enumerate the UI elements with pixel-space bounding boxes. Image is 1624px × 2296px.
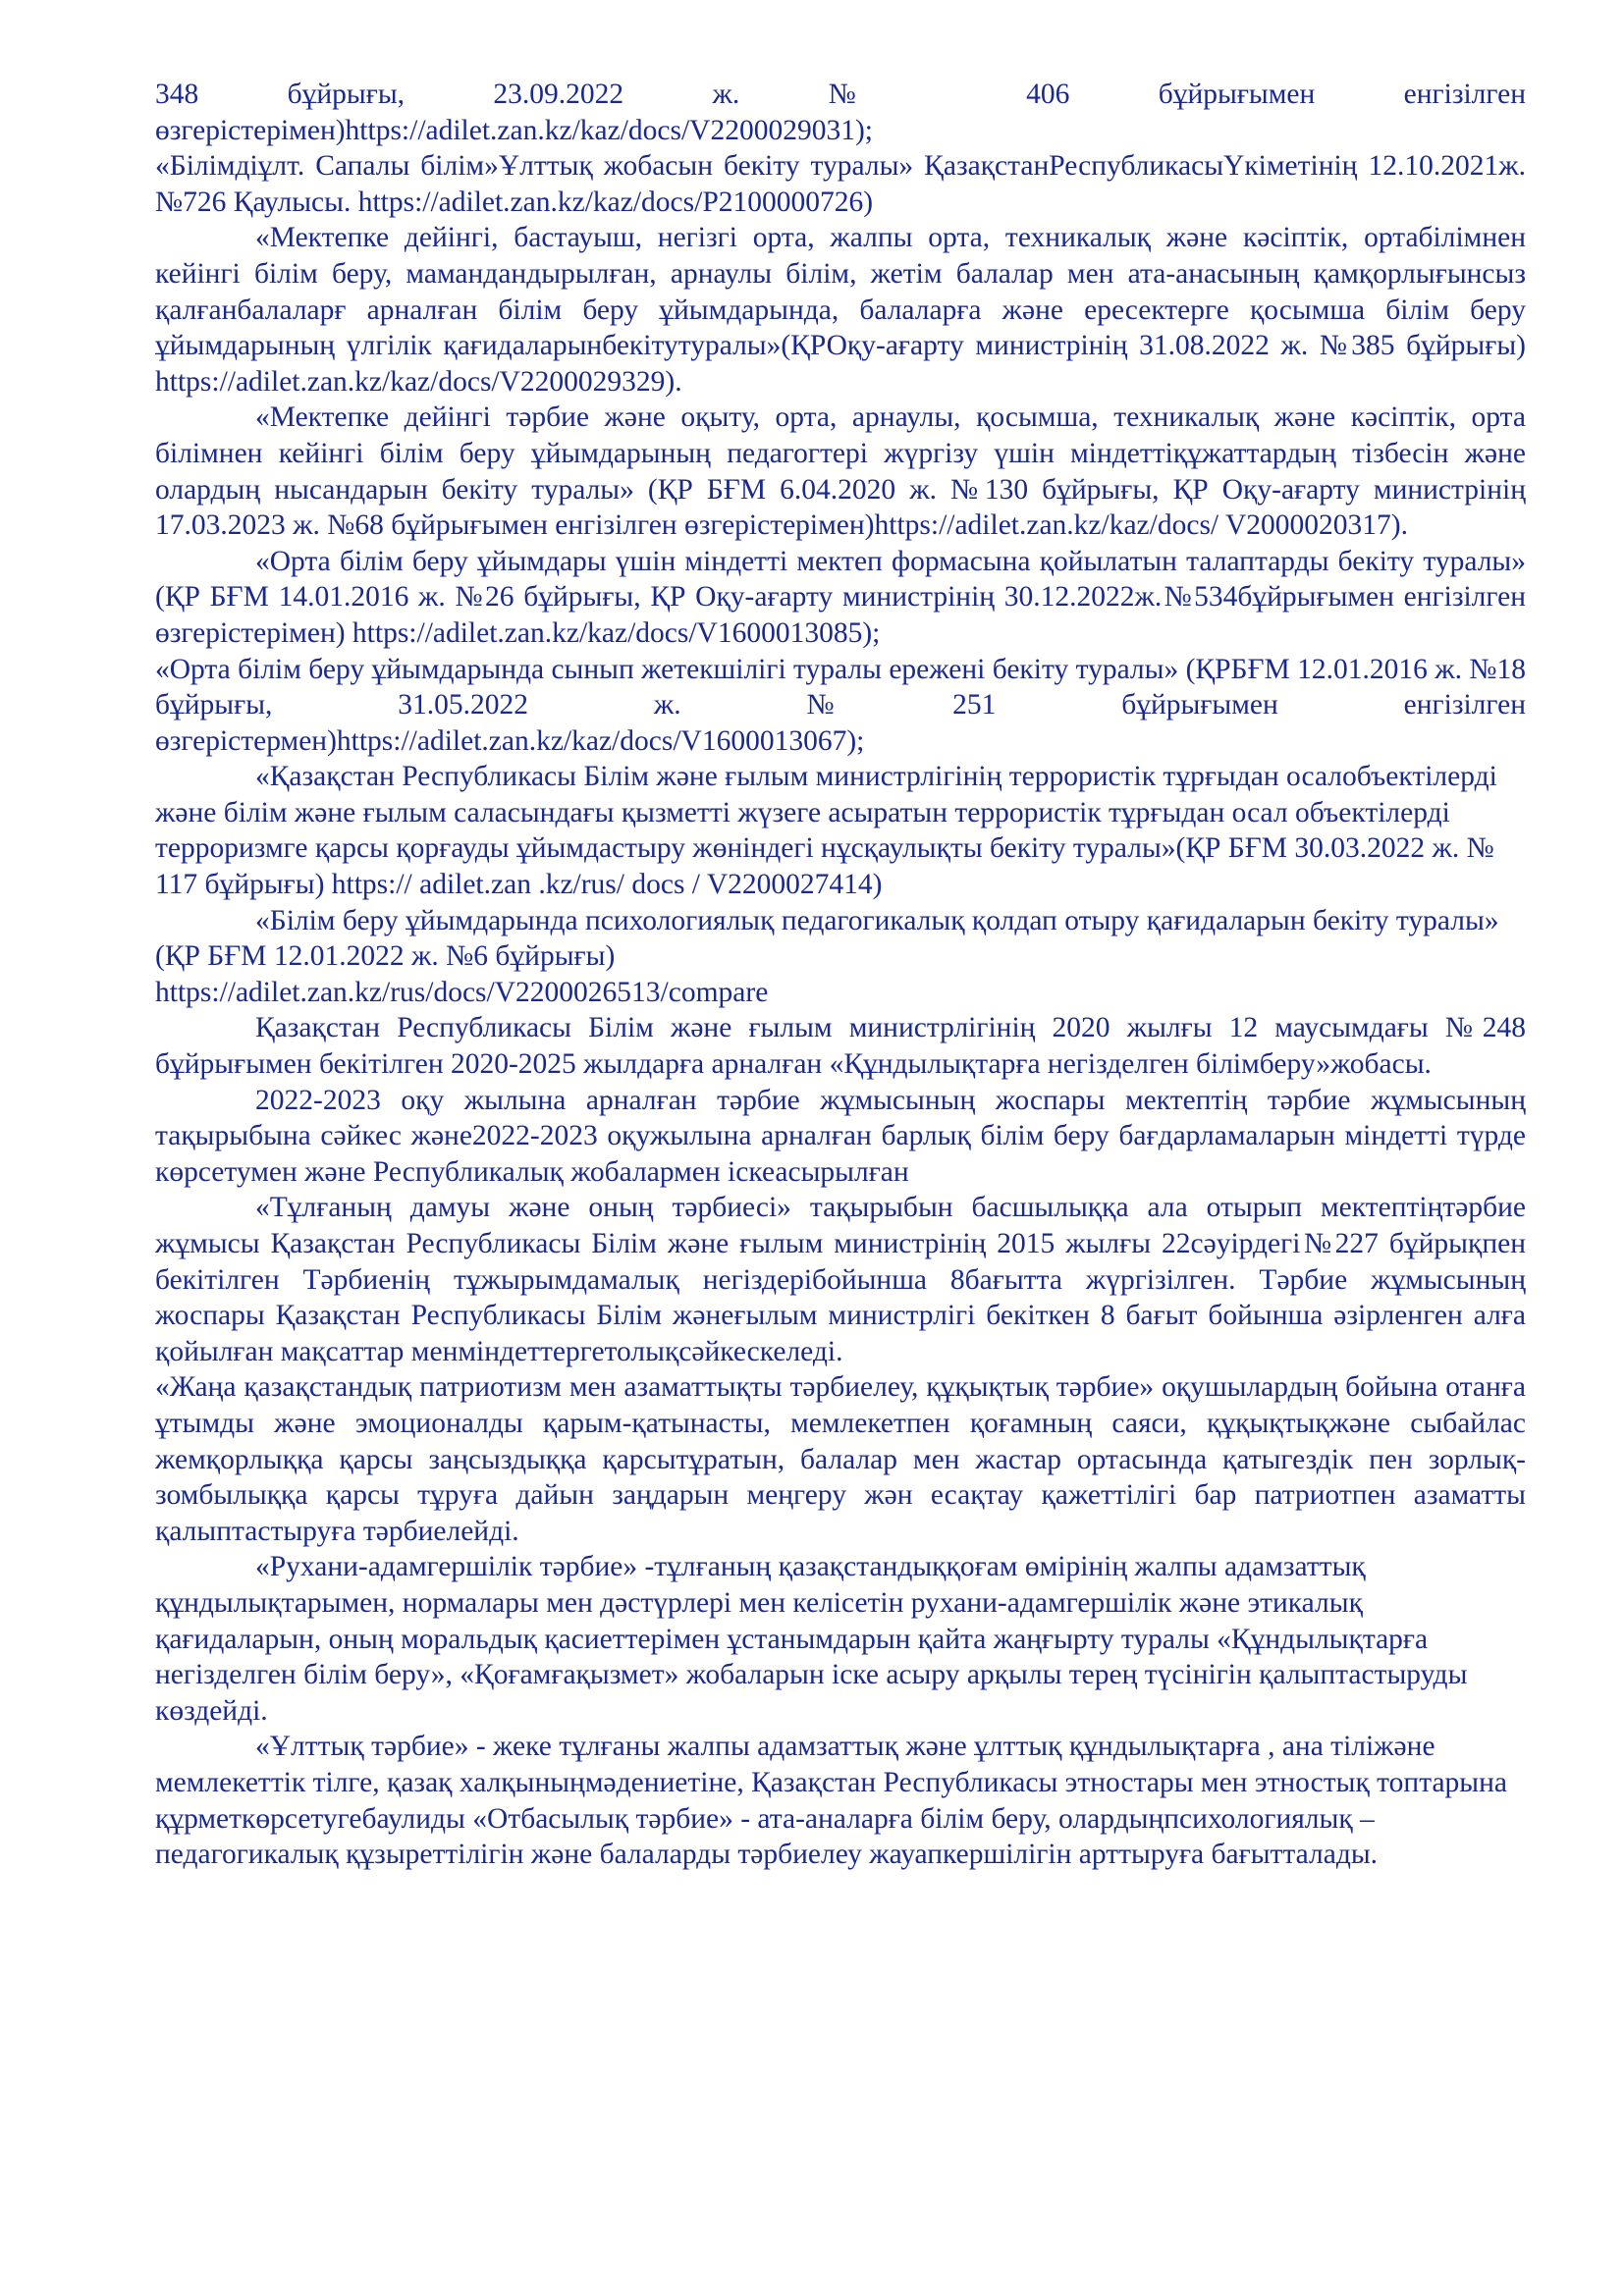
paragraph-patriotism-and-citizenship: «Жаңа қазақстандық патриотизм мен азаматтықты тәрбиелеу, құқықтық тәрбие» оқушылардың бойына отанға ұтымды және эмоционалды қарым-қатынасты, мемлекетпен қоғамның саяси, құқықтықжәне сыбайлас жемқорлыққа қарсы заңсыздыққа қарсытұратын, балалар мен жастар ортасында қатыгездік пен зорлық-зомбылыққа қарсы тұруға дайын заңдарын меңгеру жән есақтау қажеттілігі бар патриотпен азаматты қалыптастыруға тәрбиелейді. bbox=[155, 1371, 1526, 1547]
paragraph-class-teacher-regulation: «Орта білім беру ұйымдарында сынып жетекшілігі туралы ережені бекіту туралы» (ҚРБҒМ 12.01.2016 ж. №18 бұйрығы, 31.05.2022 ж. №251 бұйрығымен енгізілген өзгерістермен)https://adilet.zan.kz/kaz/docs/V1600013067); bbox=[155, 653, 1527, 757]
paragraph-model-rules-education-organizations: «Мектепке дейінгі, бастауыш, негізгі орта, жалпы орта, техникалық және кәсіптік, ортабілімнен кейінгі білім беру, мамандандырылған, арнаулы білім, жетім балалар мен ата-анасының қамқорлығынсыз қалғанбалаларғ арналған білім беру ұйымдарында, балаларға және ересектерге қосымша білім беру ұйымдарының үлгілік қағидаларынбекітутуралы»(ҚРОқу-ағарту министрінің 31.08.2022 ж. №385 бұйрығы) https://adilet.zan.kz/kaz/docs/V2200029329). bbox=[155, 222, 1526, 398]
document-page bbox=[155, 77, 1526, 1873]
paragraph-national-project-quality-education: «Білімдіұлт. Сапалы білім»Ұлттық жобасын бекіту туралы» ҚазақстанРеспубликасыҮкіметінің 12.10.2021ж.№726 Қаулысы. https://adilet.zan.kz/kaz/docs/P2100000726) bbox=[155, 150, 1526, 218]
paragraph-educational-work-plan: 2022-2023 оқу жылына арналған тәрбие жұмысының жоспары мектептің тәрбие жұмысының тақырыбына сәйкес және2022-2023 оқужылына арналған барлық білім беру бағдарламаларын міндетті түрде көрсетумен және Республикалық жобалармен іскеасырылған bbox=[155, 1084, 1526, 1188]
paragraph-values-based-education-project: Қазақстан Республикасы Білім және ғылым министрлігінің 2020 жылғы 12 маусымдағы №248 бұйрығымен бекітілген 2020-2025 жылдарға арналған «Құндылықтарға негізделген білімберу»жобасы. bbox=[155, 1012, 1526, 1081]
paragraph-national-education: «Ұлттық тәрбие» - жеке тұлғаны жалпы адамзаттық және ұлттық құндылықтарға , ана тіліжәне мемлекеттік тілге, қазақ халқыныңмәдениетіне, Қазақстан Республикасы этностары мен этностық топтарына құрметкөрсетугебаулиды «Отбасылық тәрбие» - ата-аналарға білім беру, олардыңпсихологиялық – педагогикалық құзыреттілігін және балаларды тәрбиелеу жауапкершілігін арттыруға бағытталады. bbox=[155, 1731, 1507, 1871]
paragraph-spiritual-moral-education: «Рухани-адамгершілік тәрбие» -тұлғаның қазақстандыққоғам өмірінің жалпы адамзаттық құндылықтарымен, нормалары мен дәстүрлері мен келісетін рухани-адамгершілік және этикалық қағидаларын, оның моральдық қасиеттерімен ұстанымдарын қайта жаңғырту туралы «Құндылықтарға негізделген білім беру», «Қоғамғақызмет» жобаларын іске асыру арқылы терең түсінігін қалыптастыруды көздейді. bbox=[155, 1551, 1468, 1727]
paragraph-psychological-support-rules: «Білім беру ұйымдарында психологиялық педагогикалық қолдап отыру қағидаларын бекіту туралы» (ҚР БҒМ 12.01.2022 ж. №6 бұйрығы) bbox=[155, 904, 1499, 973]
paragraph-mandatory-documents-list: «Мектепке дейінгі тәрбие және оқыту, орта, арнаулы, қосымша, техникалық және кәсіптік, орта білімнен кейінгі білім беру ұйымдарының педагогтері жүргізу үшін міндеттіқұжаттардың тізбесін және олардың нысандарын бекіту туралы» (ҚР БҒМ 6.04.2020 ж. №130 бұйрығы, ҚР Оқу-ағарту министрінің 17.03.2023 ж. №68 бұйрығымен енгізілген өзгерістерімен)https://adilet.zan.kz/kaz/docs/ V2000020317). bbox=[155, 401, 1526, 542]
paragraph-personality-development-theme: «Тұлғаның дамуы және оның тәрбиесі» тақырыбын басшылыққа ала отырып мектептіңтәрбие жұмысы Қазақстан Республикасы Білім және ғылым министрінің 2015 жылғы 22сәуірдегі№227 бұйрықпен бекітілген Тәрбиенің тұжырымдамалық негіздерібойынша 8бағытта жүргізілген. Тәрбие жұмысының жоспары Қазақстан Республикасы Білім жәнеғылым министрлігі бекіткен 8 бағыт бойынша әзірленген алға қойылған мақсаттар менміндеттергетолықсәйкескеледі. bbox=[155, 1192, 1526, 1367]
link-psychological-support-url[interactable]: https://adilet.zan.kz/rus/docs/V2200026513/compare bbox=[155, 976, 769, 1008]
paragraph-antiterrorism-instruction: «Қазақстан Республикасы Білім және ғылым министрлігінің террористік тұрғыдан осалобъектілерді және білім және ғылым саласындағы қызметті жүзеге асыратын террористік тұрғыдан осал объектілерді терроризмге қарсы қорғауды ұйымдастыру жөніндегі нұсқаулықты бекіту туралы»(ҚР БҒМ 30.03.2022 ж. № 117 бұйрығы) https:// adilet.zan .kz/rus/ docs / V2200027414) bbox=[155, 761, 1497, 901]
paragraph-order-348-continuation: 348 бұйрығы, 23.09.2022 ж. № 406 бұйрығымен енгізілген өзгерістерімен)https://adilet.zan.kz/kaz/docs/V2200029031); bbox=[155, 79, 1526, 146]
paragraph-school-uniform-requirements: «Орта білім беру ұйымдары үшін міндетті мектеп формасына қойылатын талаптарды бекіту туралы» (ҚР БҒМ 14.01.2016 ж. №26 бұйрығы, ҚР Оқу-ағарту министрінің 30.12.2022ж.№534бұйрығымен енгізілген өзгерістерімен) https://adilet.zan.kz/kaz/docs/V1600013085); bbox=[155, 545, 1526, 649]
